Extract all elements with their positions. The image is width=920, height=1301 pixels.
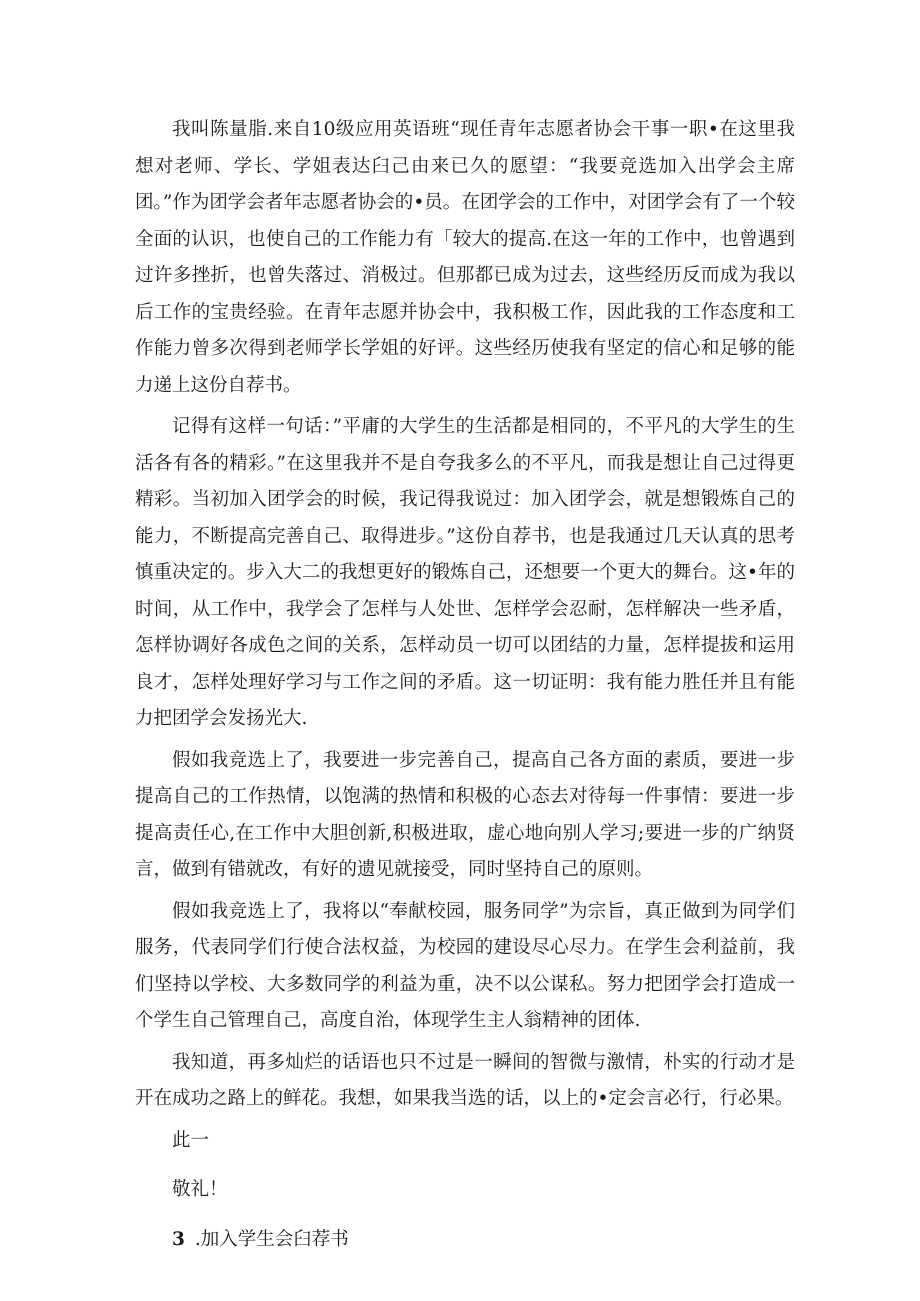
body-paragraph-4: 假如我竞选上了，我将以“奉献校园，服务同学”为宗旨，真正做到为同学们服务，代表同学们行使合法权益，为校园的建设尽心尽力。在学生会利益前，我们坚持以学校、大多数同学的利益为重，决不以公谋私。努力把团学会打造成一个学生自己管理自己，高度自治，体现学生主人翁精神的团体. <box>135 900 795 1031</box>
next-section-heading <box>135 1222 795 1259</box>
document-body <box>135 112 795 1258</box>
closing-line-1: 此一 <box>172 1129 210 1151</box>
body-paragraph-5: 我知道，再多灿烂的话语也只不过是一瞬间的智微与激情，朴实的行动才是开在成功之路上的鲜花。我想，如果我当选的话，以上的•定会言必行，行必果。 <box>135 1051 795 1109</box>
closing-salutation: 敬礼！ <box>172 1179 228 1200</box>
section-number: 3 <box>172 1228 185 1250</box>
body-paragraph-1: 我叫陈量脂.来自10级应用英语班“现任青年志愿者协会干事一职•在这里我想对老师、学长、学姐表达臼己由来已久的愿望：“我要竞选加入出学会主席团。”作为团学会者年志愿者协会的•员。在团学会的工作中，对团学会有了一个较全面的认识，也使自己的工作能力有「较大的提高.在这一年的工作中，也曾遇到过许多挫折，也曾失落过、消极过。但那都已成为过去，这些经历反而成为我以后工作的宝贵经验。在青年志愿并协会中，我积极工作，因此我的工作态度和工作能力曾多次得到老师学长学姐的好评。这些经历使我有坚定的信心和足够的能力递上这份自荐书。 <box>135 119 795 396</box>
body-paragraph-3: 假如我竞选上了，我要进一步完善自己，提高自己各方面的素质，要进一步提高自己的工作热情，以饱满的热情和积极的心态去对待每一件事情：要进一步提高责任心,在工作中大胆创新,积极进取，虚心地向别人学习;要进一步的广纳贤言，做到有错就改，有好的遗见就接受，同时坚持自己的原则。 <box>135 749 795 880</box>
section-title: .加入学生会臼荐书 <box>194 1228 349 1250</box>
body-paragraph-2: 记得有这样一句话：”平庸的大学生的生活都是相同的，不平凡的大学生的生活各有各的精彩。”在这里我并不是自夸我多么的不平凡，而我是想让自己过得更精彩。当初加入团学会的时候，我记得我说过：加入团学会，就是想锻炼自己的能力，不断提高完善自己、取得进步。”这份自荐书，也是我通过几天认真的思考慎重决定的。步入大二的我想更好的锻炼自己，还想要一个更大的舞台。这•年的时间，从工作中，我学会了怎样与人处世、怎样学会忍耐，怎样解决一些矛盾，怎样协调好各成色之间的关系，怎样动员一切可以团结的力量，怎样提拔和运用良才，怎样处理好学习与工作之间的矛盾。这一切证明：我有能力胜任并且有能力把团学会发扬光大. <box>135 416 795 729</box>
